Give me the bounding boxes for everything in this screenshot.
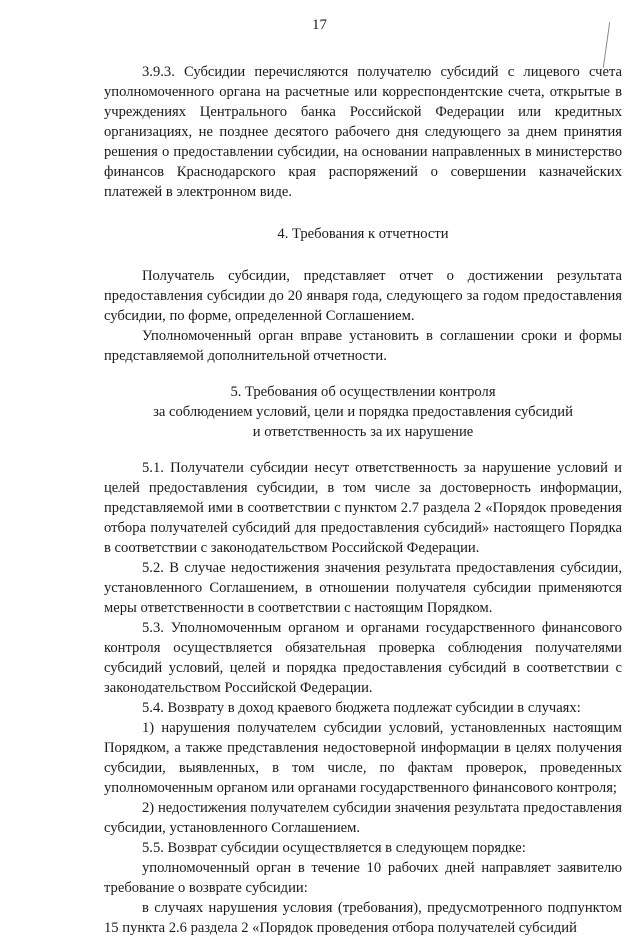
paragraph-5-2: 5.2. В случае недостижения значения результата предоставления субсидии, установленного Соглашением, в отношении получателя субсидии применяются меры ответственности в соответствии с настоящим Порядком.	[104, 560, 622, 616]
paragraph-5-5-violation: в случаях нарушения условия (требования), предусмотренного подпунктом 15 пункта 2.6 раздела 2 «Порядок проведения отбора получателей субсидий	[104, 900, 622, 936]
heading-5-line-2: за соблюдением условий, цели и порядка предоставления субсидий	[153, 404, 573, 420]
document-body	[104, 62, 622, 938]
paragraph-4-report: Получатель субсидии, представляет отчет о достижении результата предоставления субсидии до 20 января года, следующего за годом предоставления субсидии, по форме, определенной Соглашением.	[104, 268, 622, 324]
heading-section-5	[104, 382, 622, 442]
paragraph-5-1: 5.1. Получатели субсидии несут ответственность за нарушение условий и целей предоставления субсидии, в том числе за достоверность информации, представляемой ими в соответствии с пунктом 2.7 раздела 2 «Порядок проведения отбора получателей субсидий для предоставления субсидий» настоящего Порядка в соответствии с законодательством Российской Федерации.	[104, 460, 622, 556]
page-number: 17	[312, 17, 327, 33]
paragraph-5-5-notice: уполномоченный орган в течение 10 рабочих дней направляет заявителю требование о возврате субсидии:	[104, 860, 622, 896]
paragraph-5-4: 5.4. Возврату в доход краевого бюджета подлежат субсидии в случаях:	[142, 700, 581, 716]
heading-5-line-3: и ответственность за их нарушение	[252, 424, 474, 440]
paragraph-5-4-item-2: 2) недостижения получателем субсидии значения результата предоставления субсидии, установленного Соглашением.	[104, 800, 622, 836]
heading-5-line-1: 5. Требования об осуществлении контроля	[230, 384, 496, 400]
heading-section-4: 4. Требования к отчетности	[277, 226, 449, 242]
paragraph-3-9-3: 3.9.3. Субсидии перечисляются получателю субсидий с лицевого счета уполномоченного органа на расчетные или корреспондентские счета, открытые в учреждениях Центрального банка Российской Федерации или кредитных организациях, не позднее десятого рабочего дня следующего за днем принятия решения о предоставлении субсидии, на основании направленных в министерство финансов Краснодарского края распоряжений о совершении казначейских платежей в электронном виде.	[104, 64, 622, 200]
paragraph-5-4-item-1: 1) нарушения получателем субсидии условий, установленных настоящим Порядком, а также представления недостоверной информации в целях получения субсидии, выявленных, в том числе, по фактам проверок, проведенных уполномоченным органом или органами государственного финансового контроля;	[104, 720, 622, 796]
paragraph-5-5: 5.5. Возврат субсидии осуществляется в следующем порядке:	[142, 840, 526, 856]
paragraph-4-additional: Уполномоченный орган вправе установить в соглашении сроки и формы представляемой дополнительной отчетности.	[104, 328, 622, 364]
paragraph-5-3: 5.3. Уполномоченным органом и органами государственного финансового контроля осуществляется обязательная проверка соблюдения получателями субсидий условий, целей и порядка предоставления субсидий в соответствии с законодательством Российской Федерации.	[104, 620, 622, 696]
